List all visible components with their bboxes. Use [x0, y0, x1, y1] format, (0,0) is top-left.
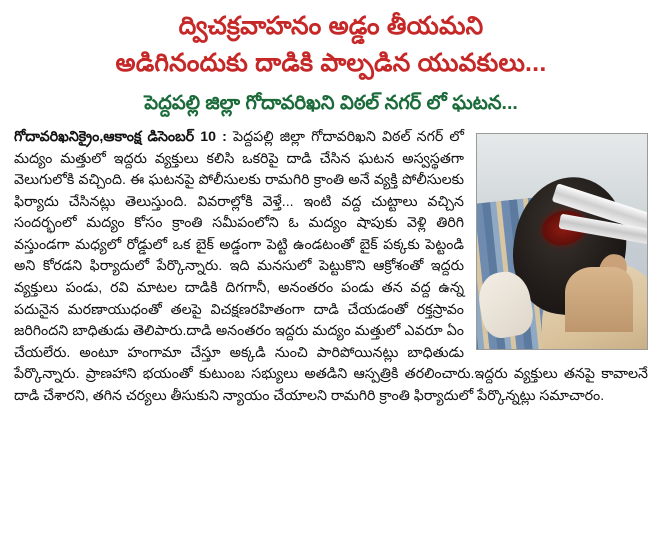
photo-neck [565, 267, 633, 332]
article-body-text: పెద్దపల్లి జిల్లా గోదావరిఖని విఠ‌ల్ నగ‌ర్ లో మద్యం మత్తులో ఇద్దరు వ్యక్తులు కలిసి ఒకరిపై దాడి చేసిన ఘటన అస్వ‌స్థ‌త‌గా వెలుగులోకి వచ్చింది. ఈ ఘటనపై పోలీసులకు రామగిరి క్రాంతి అనే వ్యక్తి పోలీసులకు ఫిర్యాదు చేసినట్లు తెలుస్తుంది. వివరాల్లోకి వెళ్తే... ఇంటి వద్ద చుట్టాలు వచ్చిన సందర్భంలో మద్యం కోసం క్రాంతి సమీపంలోని ఓ మద్యం షాపుకు వెళ్లి తిరిగి వస్తుండగా మధ్యలో రోడ్డులో ఒక బైక్ అడ్డంగా పెట్టి ఉండటంతో బైక్ పక్కకు పెట్టండి అని కోరడని ఫిర్యాదులో పేర్కొన్నారు. ఇది మనసులో పెట్టుకొని ఆక్రోశంతో ఇద్దరు వ్యక్తులు పండు, రవి మాటల దాడికి దిగగానీ, అనంతరం పండు తన వద్ద ఉన్న పదునైన మరణాయుధంతో తలపై విచక్షణరహితంగా దాడి చేయడంతో రక్తస్రావం జరిగిందని బాధితుడు తెలిపారు.దాడి అనంతరం ఇద్దరు మద్యం మత్తులో ఎవరూ ఏం చేయలేరు. అంటూ హంగామా చేస్తూ అక్కడి నుంచి పారిపోయినట్లు బాధితుడు పేర్కొన్నారు. ప్రాణహాని భయంతో కుటుంబ సభ్యులు అతడిని ఆస్పత్రికి తరలించారు.ఇద్దరు వ్యక్తులు తనపై కావాలనే దాడి చేశారని, తగిన చర్యలు తీసుకుని న్యాయం చేయాలని రామగిరి క్రాంతి ఫిర్యాదులో పేర్కొన్నట్లు సమాచారం. [14, 129, 648, 404]
headline-line-2: అడిగినందుకు దాడికి పాల్ప‌డిన యువకులు... [115, 49, 547, 77]
injury-photo [476, 133, 648, 350]
sub-headline: పెద్దపల్లి జిల్లా గోదావరిఖ‌ని విఠ‌ల్ నగ‌ర్ లో ఘ‌ట‌న... [144, 92, 518, 114]
headline-line-1: ద్విచక్ర‌వాహనం అడ్డం తీయమని [178, 12, 484, 40]
article-dateline: గోదావరిఖనిక్రైం,ఆకాంక్ష డిసెంబర్ 10 : [14, 129, 227, 145]
headline [14, 10, 648, 80]
